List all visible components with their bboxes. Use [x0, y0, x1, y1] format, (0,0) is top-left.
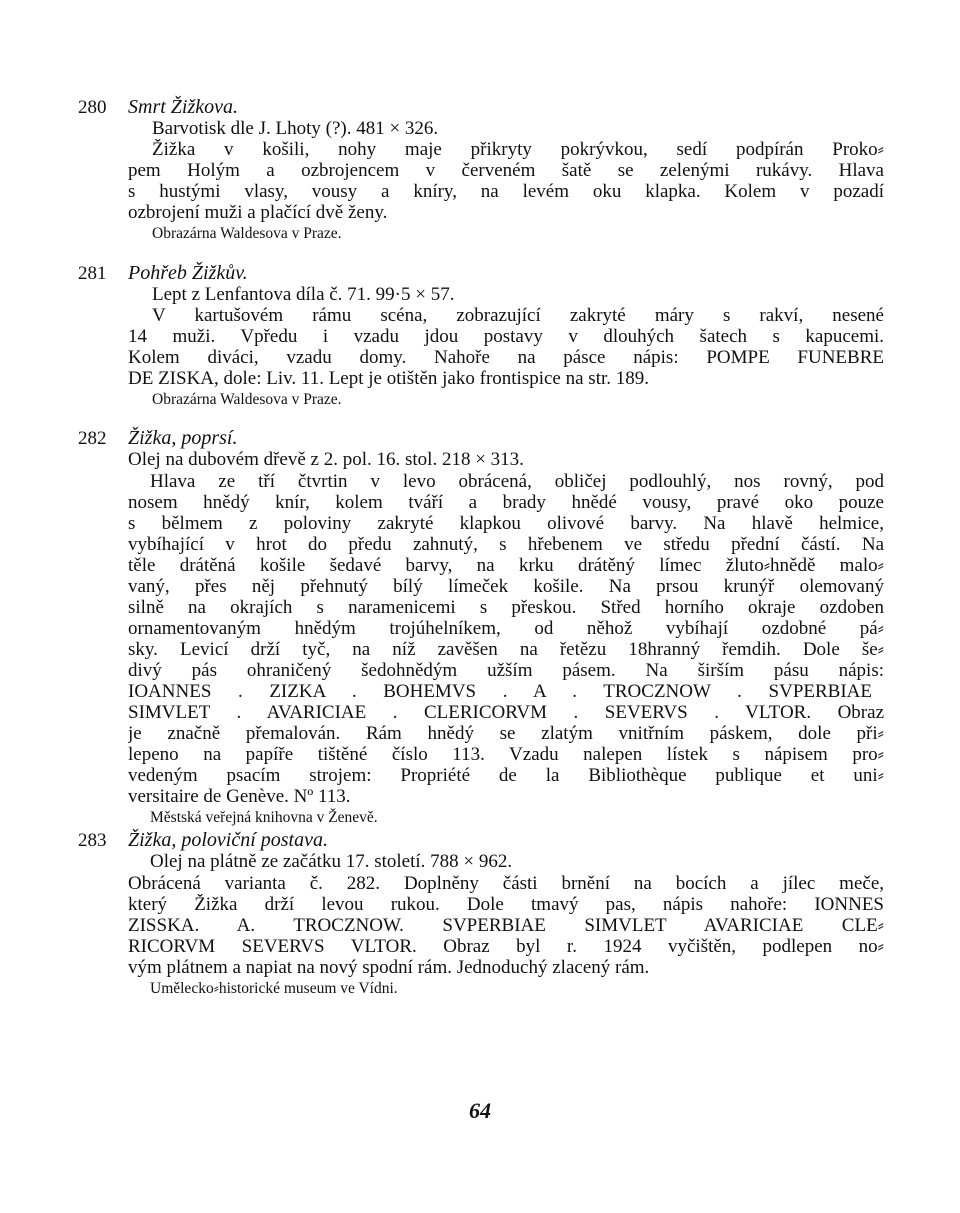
entry-location: Městská veřejná knihovna v Ženevě.: [150, 809, 378, 826]
description-line: nosem hnědý knír, kolem tváří a brady hnědé vousy, pravé oko pouze: [128, 492, 884, 513]
description-line: s hustými vlasy, vousy a kníry, na levém oku klapka. Kolem v pozadí: [128, 181, 884, 202]
description-line: těle drátěná košile šedavé barvy, na krku drátěný límec žluto⸗hnědě malo⸗: [128, 555, 884, 576]
description-line: Žižka v košili, nohy maje přikryty pokrývkou, sedí podpírán Proko⸗: [152, 139, 884, 160]
entry-title: Žižka, poprsí.: [128, 427, 238, 449]
entry-title: Smrt Žižkova.: [128, 96, 238, 118]
entry-location: Obrazárna Waldesova v Praze.: [152, 225, 342, 242]
description-line: ozbrojení muži a plačící dvě ženy.: [128, 202, 388, 223]
description-line: lepeno na papíře tištěné číslo 113. Vzadu nalepen lístek s nápisem pro⸗: [128, 744, 884, 765]
entry-location: Obrazárna Waldesova v Praze.: [152, 391, 342, 408]
description-line: DE ZISKA, dole: Liv. 11. Lept je otištěn jako frontispice na str. 189.: [128, 368, 649, 389]
description-line: který Žižka drží levou rukou. Dole tmavý pas, nápis nahoře: IONNES: [128, 894, 884, 915]
entry-technique: Lept z Lenfantova díla č. 71. 99·5 × 57.: [152, 284, 455, 305]
entry-number: 282: [78, 428, 107, 449]
entry-number: 281: [78, 263, 107, 284]
description-line: pem Holým a ozbrojencem v červeném šatě se zelenými rukávy. Hlava: [128, 160, 884, 181]
description-line: IOANNES . ZIZKA . BOHEMVS . A . TROCZNOW . SVPERBIAE: [128, 681, 872, 702]
description-line: RICORVM SEVERVS VLTOR. Obraz byl r. 1924 vyčištěn, podlepen no⸗: [128, 936, 884, 957]
entry-title: Pohřeb Žižkův.: [128, 262, 248, 284]
description-line: sky. Levicí drží tyč, na níž zavěšen na řetězu 18hranný řemdih. Dole še⸗: [128, 639, 884, 660]
description-line: vedeným psacím strojem: Propriété de la Bibliothèque publique et uni⸗: [128, 765, 884, 786]
entry-location: Umělecko⸗historické museum ve Vídni.: [150, 980, 398, 997]
description-line: je značně přemalován. Rám hnědý se zlatým vnitřním páskem, dole při⸗: [128, 723, 884, 744]
description-line: silně na okrajích s naramenicemi s přeskou. Střed horního okraje ozdoben: [128, 597, 884, 618]
entry-technique: Barvotisk dle J. Lhoty (?). 481 × 326.: [152, 118, 439, 139]
description-line: vým plátnem a napiat na nový spodní rám. Jednoduchý zlacený rám.: [128, 957, 650, 978]
description-line: Kolem diváci, vzadu domy. Nahoře na pásce nápis: POMPE FUNEBRE: [128, 347, 884, 368]
description-line: SIMVLET . AVARICIAE . CLERICORVM . SEVERVS . VLTOR. Obraz: [128, 702, 884, 723]
entry-technique: Olej na plátně ze začátku 17. století. 788 × 962.: [150, 851, 513, 872]
description-line: Obrácená varianta č. 282. Doplněny části brnění na bocích a jílec meče,: [128, 873, 884, 894]
entry-number: 283: [78, 830, 107, 851]
description-line: ornamentovaným hnědým trojúhelníkem, od něhož vybíhají ozdobné pá⸗: [128, 618, 884, 639]
page-number: 64: [469, 1098, 491, 1123]
description-line: divý pás ohraničený šedohnědým užším pásem. Na širším pásu nápis:: [128, 660, 884, 681]
description-line: Hlava ze tří čtvrtin v levo obrácená, obličej podlouhlý, nos rovný, pod: [150, 471, 884, 492]
description-line: s bělmem z poloviny zakryté klapkou olivové barvy. Na hlavě helmice,: [128, 513, 884, 534]
entry-title: Žižka, poloviční postava.: [128, 829, 328, 851]
description-line: vaný, přes něj přehnutý bílý límeček košile. Na prsou krunýř olemovaný: [128, 576, 884, 597]
description-line: V kartušovém rámu scéna, zobrazující zakryté máry s rakví, nesené: [152, 305, 884, 326]
description-line: versitaire de Genève. Nº 113.: [128, 786, 351, 807]
entry-number: 280: [78, 97, 107, 118]
entry-technique: Olej na dubovém dřevě z 2. pol. 16. stol. 218 × 313.: [128, 449, 524, 470]
description-line: ZISSKA. A. TROCZNOW. SVPERBIAE SIMVLET AVARICIAE CLE⸗: [128, 915, 884, 936]
description-line: vybíhající v hrot do předu zahnutý, s hřebenem ve středu přední částí. Na: [128, 534, 884, 555]
description-line: 14 muži. Vpředu i vzadu jdou postavy v dlouhých šatech s kapucemi.: [128, 326, 884, 347]
